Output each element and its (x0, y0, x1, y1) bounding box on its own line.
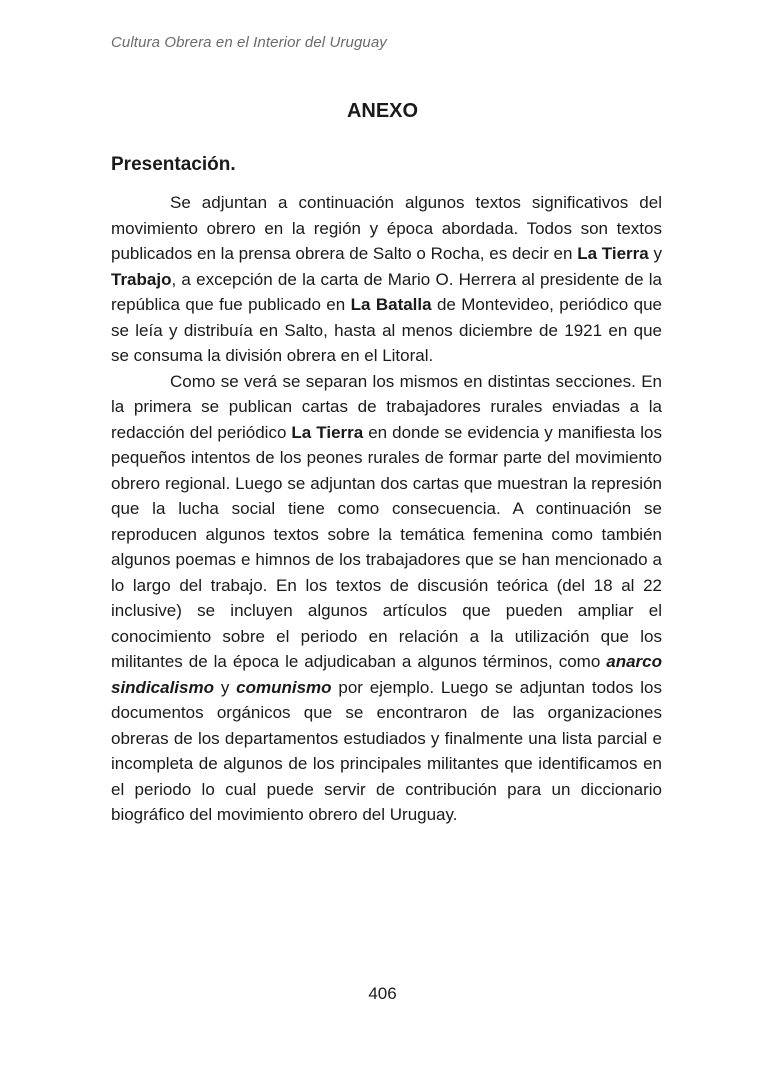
periodical-name-la-tierra: La Tierra (291, 422, 364, 442)
periodical-name-la-batalla: La Batalla (350, 295, 432, 314)
paragraph-1-text-2: y (648, 244, 662, 263)
section-title: ANEXO (346, 100, 419, 122)
paragraph-2-text-2: en donde se evidencia y manifiesta los pequeños intentos de los peones rurales de formar parte del movimiento obrero regional. Luego se adjuntan dos cartas que muestran la represión que la lucha social tiene como consecuencia. A continuación se reproducen algunos textos sobre la temática femenina como también algunos poemas e himnos de los trabajadores que se han mencionado a lo largo del trabajo. En los textos de discusión teórica (del 18 al 22 inclusive) se incluyen algunos artículos que pueden ampliar el conocimiento sobre el periodo en relación a la utilización que los militantes de la época le adjudicaban a algunos términos, como (111, 422, 662, 671)
paragraph-1-text-3: , a excepción de la carta de Mario O. Herrera al presidente de la república que fue publicado en (111, 269, 662, 314)
running-header: Cultura Obrera en el Interior del Uruguay (111, 34, 387, 51)
paragraph-1-text-4: de Montevideo, periódico que se leía y distribuía en Salto, hasta al menos diciembre de 1921 en que se consuma la división obrera en el Litoral. (111, 295, 663, 365)
body-text (111, 190, 662, 828)
periodical-name-trabajo: Trabajo (111, 269, 172, 289)
paragraph-2-text-3: y (213, 677, 237, 697)
paragraph-1-text-1: Se adjuntan a continuación algunos textos significativos del movimiento obrero en la región y época abordada. Todos son textos publicados en la prensa obrera de Salto o Rocha, es decir en (111, 193, 662, 263)
term-anarco-sindicalismo: anarco sindicalismo (111, 652, 662, 697)
subsection-title: Presentación. (111, 154, 236, 175)
paragraph-2-text-4: por ejemplo. Luego se adjuntan todos los documentos orgánicos que se encontraron de las organizaciones obreras de los departamentos estudiados y finalmente una lista parcial e incompleta de algunos de los principales militantes que identificamos en el periodo lo cual puede servir de contribución para un diccionario biográfico del movimiento obrero del Uruguay. (111, 677, 662, 824)
periodical-name-la-tierra: La Tierra (577, 244, 649, 263)
term-comunismo: comunismo (236, 677, 332, 697)
page-number: 406 (368, 984, 397, 1003)
paragraph-2-text-1: Como se verá se separan los mismos en distintas secciones. En la primera se publican cartas de trabajadores rurales enviadas a la redacción del periódico (111, 371, 662, 442)
paragraph-1 (111, 190, 662, 369)
paragraph-2 (111, 369, 662, 828)
